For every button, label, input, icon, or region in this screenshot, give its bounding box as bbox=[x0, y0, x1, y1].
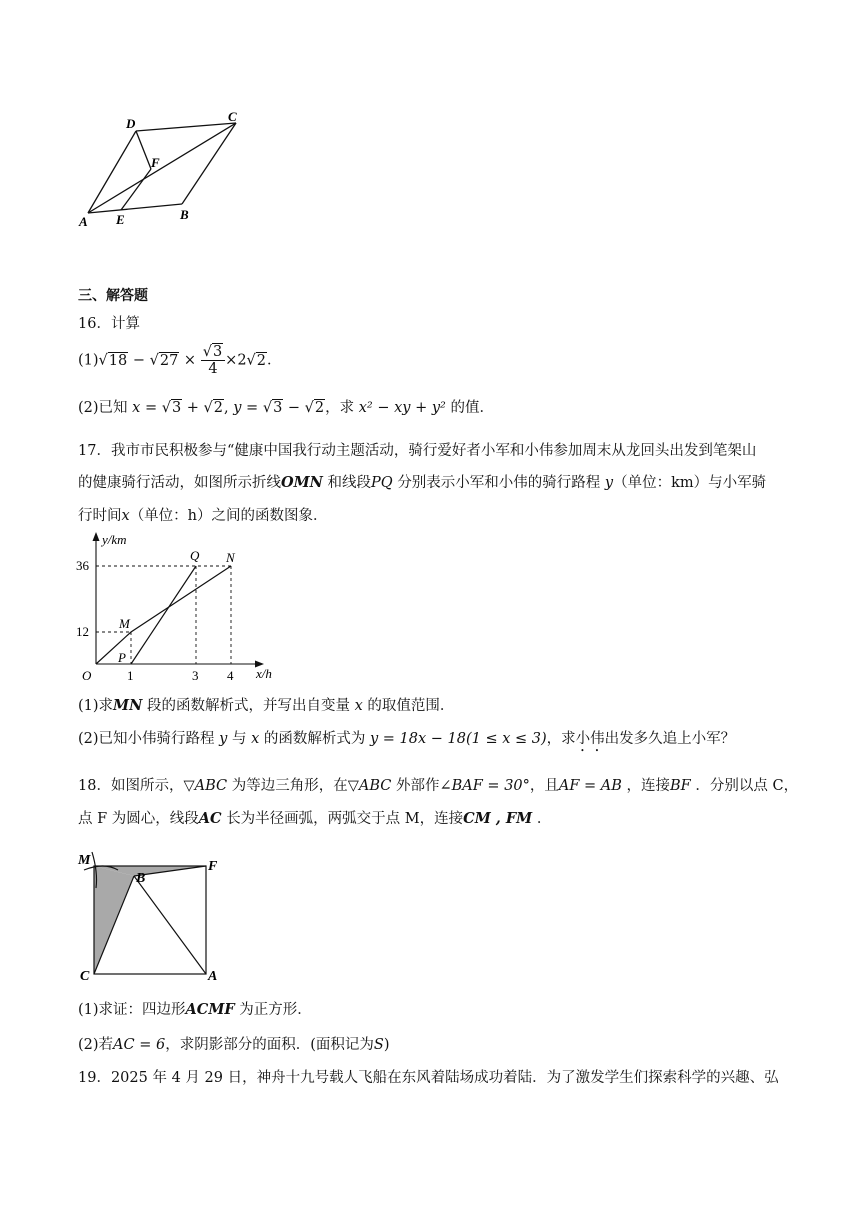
point-P: P bbox=[118, 650, 126, 665]
x-tick-4: 4 bbox=[227, 668, 234, 683]
point-C: C bbox=[228, 109, 237, 124]
point-N: N bbox=[226, 550, 235, 565]
q17-part1: (1)求MN 段的函数解析式，并写出自变量 x 的取值范围． bbox=[78, 697, 455, 714]
q18-part2: (2)若AC = 6，求阴影部分的面积．(面积记为S) bbox=[78, 1037, 390, 1053]
q17-line3: 行时间x（单位：h）之间的函数图象． bbox=[78, 508, 328, 524]
q19-line1: 19．2025 年 4 月 29 日，神舟十九号载人飞船在东风着陆场成功着陆．为了激发学生们探索科学的兴趣、弘 bbox=[78, 1070, 779, 1086]
square-figure bbox=[74, 840, 234, 984]
q17-line1: 17．我市市民积极参与“健康中国我行动主题活动，骑行爱好者小军和小伟参加周末从龙回头出发到笔架山 bbox=[78, 443, 757, 459]
distance-time-graph bbox=[72, 532, 282, 692]
point-B: B bbox=[136, 871, 146, 886]
q16-heading: 16．计算 bbox=[78, 316, 140, 332]
point-A: A bbox=[208, 969, 218, 984]
y-tick-36: 36 bbox=[76, 558, 89, 573]
x-tick-3: 3 bbox=[192, 668, 199, 683]
q16-part2: (2)已知 x = √3 + √2, y = √3 − √2，求 x² − xy + y² 的值． bbox=[78, 400, 494, 416]
x-tick-1: 1 bbox=[127, 668, 134, 683]
point-F: F bbox=[208, 859, 218, 874]
point-F: F bbox=[151, 155, 160, 170]
origin-label: O bbox=[82, 668, 92, 683]
q17-line2: 的健康骑行活动，如图所示折线OMN 和线段PQ 分别表示小军和小伟的骑行路程 y（单位：km）与小军骑 bbox=[78, 474, 767, 491]
point-E: E bbox=[116, 212, 125, 227]
parallelogram-figure bbox=[70, 105, 260, 235]
q18-line2: 点 F 为圆心，线段AC 长为半径画弧，两弧交于点 M，连接CM , FM ． bbox=[78, 810, 552, 827]
point-Q: Q bbox=[190, 548, 200, 563]
q16-part1: (1)√18 − √27 × $\frac{√3}{4}$ ×2√2． bbox=[78, 344, 282, 377]
q18-part1: (1)求证：四边形ACMF 为正方形． bbox=[78, 1001, 312, 1018]
point-M: M bbox=[78, 853, 91, 868]
q18-line1: 18．如图所示，▽ABC 为等边三角形，在▽ABC 外部作∠BAF = 30°，且AF = AB ，连接BF ．分别以点 C， bbox=[78, 778, 799, 794]
x-axis-label: x/h bbox=[256, 666, 272, 681]
y-axis-label: y/km bbox=[102, 532, 127, 547]
point-M: M bbox=[119, 616, 130, 631]
point-A: A bbox=[79, 214, 88, 229]
q17-part2: (2)已知小伟骑行路程 y 与 x 的函数解析式为 y = 18x − 18(1 ≤ x ≤ 3)，求小伟出发多久追上小军？ bbox=[78, 731, 736, 747]
section-title: 三、解答题 bbox=[78, 288, 148, 304]
point-C: C bbox=[80, 969, 90, 984]
point-D: D bbox=[126, 116, 136, 131]
point-B: B bbox=[180, 207, 189, 222]
y-tick-12: 12 bbox=[76, 624, 89, 639]
